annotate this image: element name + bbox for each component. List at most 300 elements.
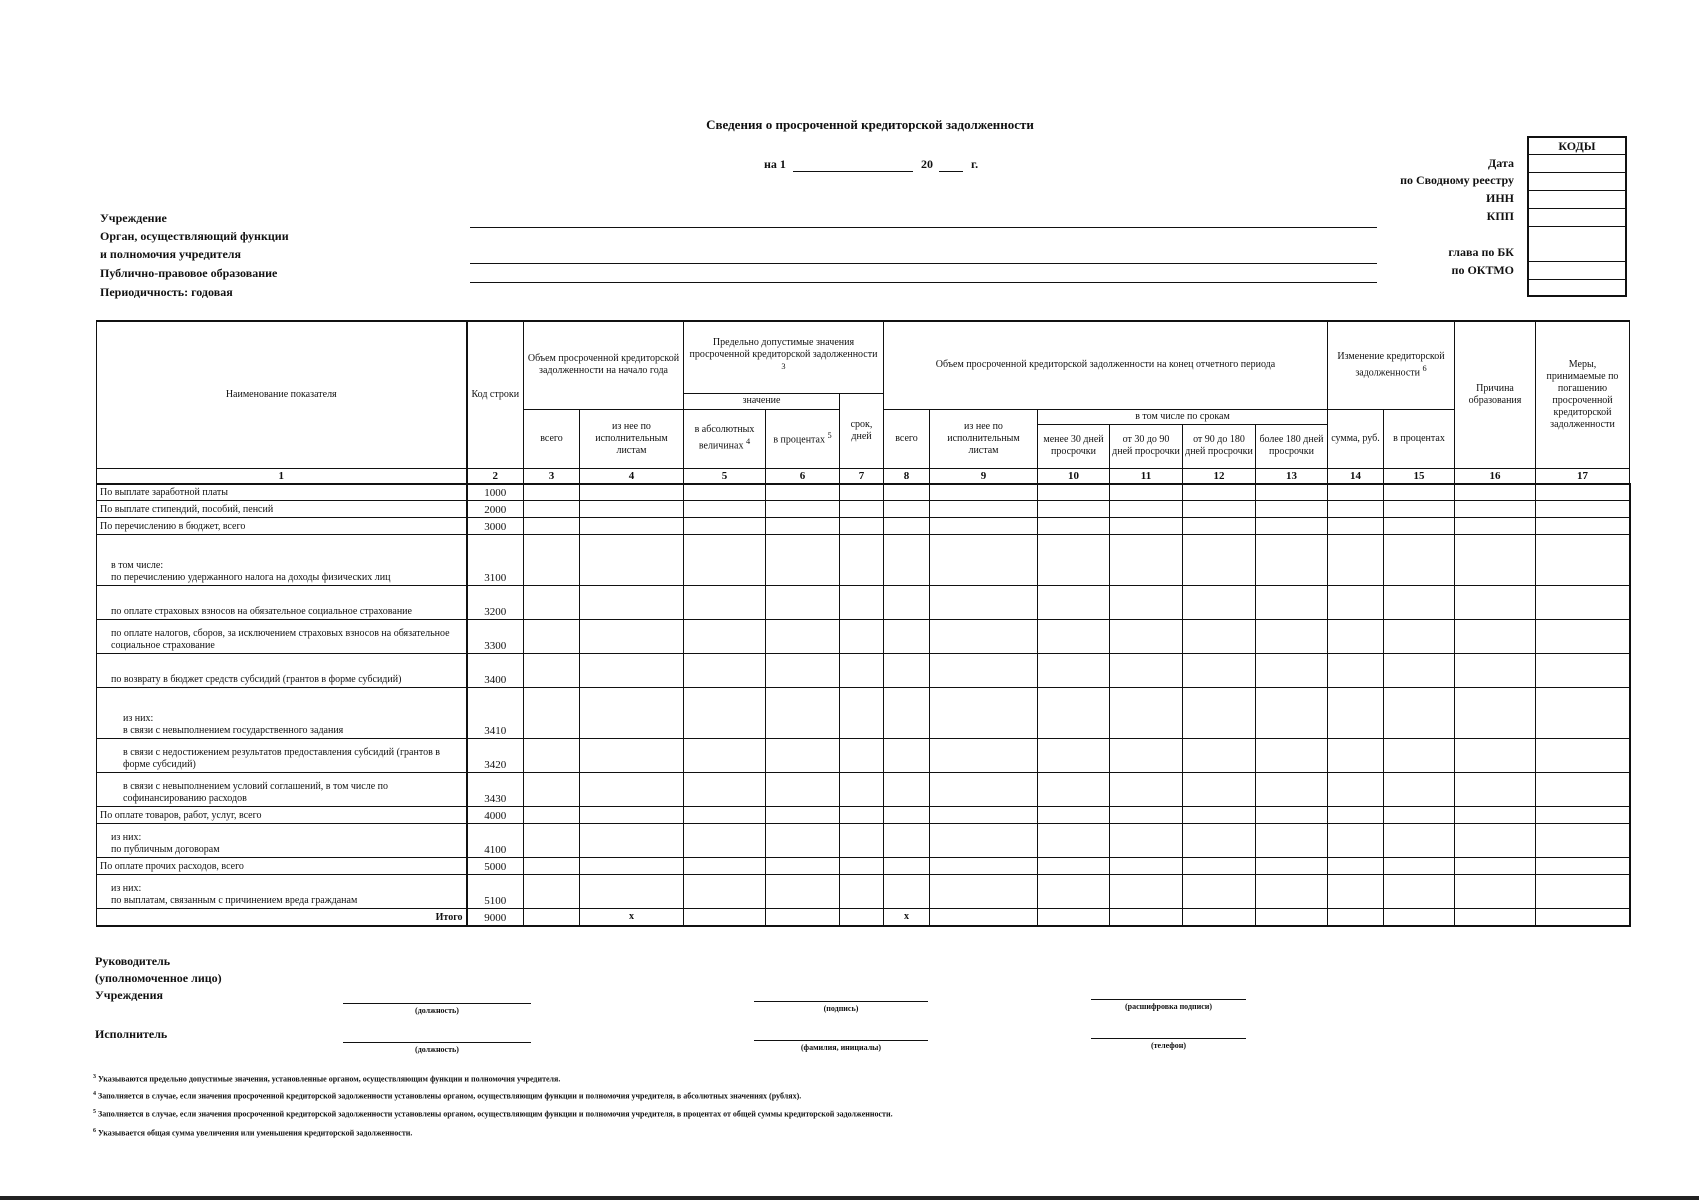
cell-col-9[interactable] (930, 535, 1038, 586)
cell-col-5[interactable] (684, 858, 766, 875)
cell-col-11[interactable] (1110, 484, 1183, 501)
th-code: Код строки (467, 321, 524, 468)
cell-col-13[interactable] (1256, 535, 1328, 586)
cell-col-3[interactable] (524, 518, 580, 535)
codes-registry-cell[interactable] (1529, 173, 1625, 191)
cell-col-4[interactable] (580, 484, 684, 501)
cell-col-17[interactable] (1536, 484, 1630, 501)
cell-col-14[interactable] (1328, 654, 1384, 688)
cell-col-10[interactable] (1038, 535, 1110, 586)
cell-col-4[interactable] (580, 518, 684, 535)
cell-col-10[interactable] (1038, 858, 1110, 875)
row-name: из них: в связи с невыполнением государственного задания (97, 688, 467, 739)
th-abs (684, 409, 766, 468)
cell-col-7[interactable] (840, 739, 884, 773)
col-num: 17 (1536, 468, 1630, 484)
cell-col-4[interactable] (580, 501, 684, 518)
cell-col-13[interactable] (1256, 858, 1328, 875)
cell-col-16[interactable] (1455, 807, 1536, 824)
cell-col-7[interactable] (840, 620, 884, 654)
cell-col-8[interactable] (884, 739, 930, 773)
cell-col-13[interactable] (1256, 739, 1328, 773)
cell-col-11[interactable] (1110, 620, 1183, 654)
cell-col-13[interactable] (1256, 773, 1328, 807)
field-institution-label: Учреждение (100, 211, 167, 225)
cell-col-5[interactable] (684, 535, 766, 586)
cell-col-9[interactable] (930, 875, 1038, 909)
cell-col-11[interactable] (1110, 586, 1183, 620)
cell-col-4[interactable] (580, 654, 684, 688)
cell-col-14[interactable] (1328, 501, 1384, 518)
row-code: 2000 (467, 501, 524, 518)
year-suffix: г. (971, 157, 979, 171)
cell-col-17[interactable] (1536, 620, 1630, 654)
cell-col-9[interactable] (930, 858, 1038, 875)
cell-col-8[interactable] (884, 807, 930, 824)
cell-col-16[interactable] (1455, 501, 1536, 518)
cell-col-10[interactable] (1038, 501, 1110, 518)
cell-col-11[interactable] (1110, 807, 1183, 824)
cell-col-8: x (884, 909, 930, 926)
cell-col-5[interactable] (684, 807, 766, 824)
cell-col-16[interactable] (1455, 773, 1536, 807)
cell-col-9[interactable] (930, 518, 1038, 535)
cell-col-13[interactable] (1256, 620, 1328, 654)
cell-col-4[interactable] (580, 739, 684, 773)
executor-name-caption: (фамилия, инициалы) (800, 1043, 882, 1052)
cell-col-13[interactable] (1256, 586, 1328, 620)
cell-col-7[interactable] (840, 688, 884, 739)
th-pct (766, 409, 840, 468)
cell-col-5[interactable] (684, 518, 766, 535)
cell-col-4: x (580, 909, 684, 926)
cell-col-10[interactable] (1038, 654, 1110, 688)
field-periodicity-label: Периодичность: годовая (100, 285, 233, 299)
codes-box (1527, 136, 1627, 297)
cell-col-13[interactable] (1256, 875, 1328, 909)
cell-col-13[interactable] (1256, 807, 1328, 824)
cell-col-7[interactable] (840, 586, 884, 620)
cell-col-12[interactable] (1183, 773, 1256, 807)
cell-col-7[interactable] (840, 858, 884, 875)
cell-col-7[interactable] (840, 654, 884, 688)
codes-extra-cell[interactable] (1529, 280, 1625, 295)
cell-col-10[interactable] (1038, 773, 1110, 807)
cell-col-3[interactable] (524, 773, 580, 807)
head-decoding-line[interactable] (1091, 999, 1246, 1000)
codes-bk-cell[interactable] (1529, 227, 1625, 262)
cell-col-15[interactable] (1384, 484, 1455, 501)
cell-col-6[interactable] (766, 620, 840, 654)
cell-col-3[interactable] (524, 501, 580, 518)
cell-col-11[interactable] (1110, 501, 1183, 518)
cell-col-15[interactable] (1384, 688, 1455, 739)
cell-col-7[interactable] (840, 501, 884, 518)
cell-col-14[interactable] (1328, 773, 1384, 807)
head-signature-line[interactable] (754, 1001, 928, 1002)
cell-col-4[interactable] (580, 875, 684, 909)
cell-col-6[interactable] (766, 807, 840, 824)
cell-col-16[interactable] (1455, 875, 1536, 909)
th-term-days: срок, дней (840, 393, 884, 468)
executor-name-line[interactable] (754, 1040, 928, 1041)
cell-col-16[interactable] (1455, 518, 1536, 535)
cell-col-11[interactable] (1110, 909, 1183, 926)
cell-col-5[interactable] (684, 484, 766, 501)
cell-col-4[interactable] (580, 824, 684, 858)
cell-col-6[interactable] (766, 654, 840, 688)
scan-edge (0, 1196, 1699, 1200)
cell-col-7[interactable] (840, 909, 884, 926)
cell-col-3[interactable] (524, 484, 580, 501)
cell-col-10[interactable] (1038, 518, 1110, 535)
cell-col-4[interactable] (580, 535, 684, 586)
cell-col-6[interactable] (766, 909, 840, 926)
th-change (1328, 321, 1455, 409)
cell-col-3[interactable] (524, 824, 580, 858)
cell-col-14[interactable] (1328, 875, 1384, 909)
cell-col-14[interactable] (1328, 620, 1384, 654)
cell-col-8[interactable] (884, 518, 930, 535)
cell-col-6[interactable] (766, 586, 840, 620)
cell-col-4[interactable] (580, 858, 684, 875)
cell-col-9[interactable] (930, 824, 1038, 858)
row-name: По оплате товаров, работ, услуг, всего (97, 807, 467, 824)
cell-col-3[interactable] (524, 654, 580, 688)
executor-phone-caption: (телефон) (1150, 1041, 1187, 1050)
cell-col-14[interactable] (1328, 739, 1384, 773)
cell-col-13[interactable] (1256, 484, 1328, 501)
cell-col-9[interactable] (930, 484, 1038, 501)
cell-col-14[interactable] (1328, 807, 1384, 824)
cell-col-15[interactable] (1384, 875, 1455, 909)
cell-col-8[interactable] (884, 654, 930, 688)
cell-col-4[interactable] (580, 688, 684, 739)
date-day-month-field[interactable] (793, 157, 913, 172)
cell-col-3[interactable] (524, 875, 580, 909)
cell-col-11[interactable] (1110, 875, 1183, 909)
footnote-5 (93, 1109, 893, 1119)
cell-col-15[interactable] (1384, 654, 1455, 688)
cell-col-12[interactable] (1183, 586, 1256, 620)
executor-phone-line[interactable] (1091, 1038, 1246, 1039)
cell-col-9[interactable] (930, 773, 1038, 807)
cell-col-13[interactable] (1256, 518, 1328, 535)
table-row (97, 518, 1630, 535)
th-pct-sup: 5 (827, 431, 832, 441)
field-founder-line[interactable] (470, 263, 1377, 264)
row-name: из них: по публичным договорам (97, 824, 467, 858)
cell-col-11[interactable] (1110, 824, 1183, 858)
cell-col-8[interactable] (884, 484, 930, 501)
cell-col-17[interactable] (1536, 739, 1630, 773)
row-code: 5000 (467, 858, 524, 875)
cell-col-9[interactable] (930, 807, 1038, 824)
cell-col-12[interactable] (1183, 739, 1256, 773)
cell-col-13[interactable] (1256, 909, 1328, 926)
cell-col-3[interactable] (524, 807, 580, 824)
row-name: По перечислению в бюджет, всего (97, 518, 467, 535)
cell-col-11[interactable] (1110, 773, 1183, 807)
cell-col-5[interactable] (684, 875, 766, 909)
cell-col-5[interactable] (684, 688, 766, 739)
cell-col-5[interactable] (684, 654, 766, 688)
cell-col-3[interactable] (524, 739, 580, 773)
cell-col-14[interactable] (1328, 688, 1384, 739)
cell-col-6[interactable] (766, 501, 840, 518)
cell-col-12[interactable] (1183, 909, 1256, 926)
cell-col-14[interactable] (1328, 824, 1384, 858)
table-row (97, 858, 1630, 875)
cell-col-4[interactable] (580, 620, 684, 654)
col-num: 4 (580, 468, 684, 484)
cell-col-14[interactable] (1328, 586, 1384, 620)
cell-col-17[interactable] (1536, 773, 1630, 807)
codes-label-kpp: КПП (1486, 209, 1514, 223)
cell-col-11[interactable] (1110, 518, 1183, 535)
cell-col-6[interactable] (766, 535, 840, 586)
cell-col-11[interactable] (1110, 535, 1183, 586)
cell-col-5[interactable] (684, 909, 766, 926)
cell-col-6[interactable] (766, 773, 840, 807)
table-row (97, 586, 1630, 620)
cell-col-15[interactable] (1384, 586, 1455, 620)
cell-col-6[interactable] (766, 484, 840, 501)
cell-col-17[interactable] (1536, 807, 1630, 824)
th-start-writs: из нее по исполнительным листам (580, 409, 684, 468)
cell-col-9[interactable] (930, 688, 1038, 739)
cell-col-10[interactable] (1038, 688, 1110, 739)
cell-col-11[interactable] (1110, 688, 1183, 739)
cell-col-13[interactable] (1256, 501, 1328, 518)
cell-col-10[interactable] (1038, 620, 1110, 654)
cell-col-17[interactable] (1536, 535, 1630, 586)
cell-col-17[interactable] (1536, 654, 1630, 688)
cell-col-9[interactable] (930, 501, 1038, 518)
cell-col-12[interactable] (1183, 824, 1256, 858)
cell-col-6[interactable] (766, 739, 840, 773)
cell-col-17[interactable] (1536, 824, 1630, 858)
cell-col-15[interactable] (1384, 773, 1455, 807)
cell-col-8[interactable] (884, 773, 930, 807)
cell-col-11[interactable] (1110, 739, 1183, 773)
cell-col-7[interactable] (840, 824, 884, 858)
cell-col-9[interactable] (930, 909, 1038, 926)
th-terms: в том числе по срокам (1038, 410, 1327, 425)
cell-col-7[interactable] (840, 773, 884, 807)
cell-col-15[interactable] (1384, 501, 1455, 518)
cell-col-6[interactable] (766, 875, 840, 909)
cell-col-14[interactable] (1328, 518, 1384, 535)
year-prefix: 20 (921, 157, 933, 171)
cell-col-10[interactable] (1038, 586, 1110, 620)
col-num: 13 (1256, 468, 1328, 484)
cell-col-8[interactable] (884, 824, 930, 858)
cell-col-10[interactable] (1038, 739, 1110, 773)
cell-col-16[interactable] (1455, 535, 1536, 586)
row-code: 4000 (467, 807, 524, 824)
cell-col-15[interactable] (1384, 620, 1455, 654)
th-name: Наименование показателя (97, 321, 467, 468)
cell-col-3[interactable] (524, 586, 580, 620)
cell-col-13[interactable] (1256, 688, 1328, 739)
cell-col-3[interactable] (524, 620, 580, 654)
cell-col-17[interactable] (1536, 875, 1630, 909)
cell-col-7[interactable] (840, 875, 884, 909)
cell-col-8[interactable] (884, 501, 930, 518)
cell-col-12[interactable] (1183, 654, 1256, 688)
cell-col-5[interactable] (684, 773, 766, 807)
codes-label-inn: ИНН (1485, 191, 1514, 205)
column-numbers-row (97, 468, 1630, 484)
cell-col-17[interactable] (1536, 518, 1630, 535)
cell-col-12[interactable] (1183, 501, 1256, 518)
cell-col-17[interactable] (1536, 688, 1630, 739)
cell-col-7[interactable] (840, 807, 884, 824)
row-code: 3000 (467, 518, 524, 535)
cell-col-14[interactable] (1328, 858, 1384, 875)
table-row (97, 688, 1630, 739)
cell-col-8[interactable] (884, 535, 930, 586)
cell-col-16[interactable] (1455, 858, 1536, 875)
cell-col-12[interactable] (1183, 858, 1256, 875)
cell-col-15[interactable] (1384, 518, 1455, 535)
cell-col-15[interactable] (1384, 739, 1455, 773)
cell-col-6[interactable] (766, 858, 840, 875)
cell-col-3[interactable] (524, 535, 580, 586)
cell-col-5[interactable] (684, 824, 766, 858)
cell-col-7[interactable] (840, 518, 884, 535)
codes-kpp-cell[interactable] (1529, 209, 1625, 227)
cell-col-17[interactable] (1536, 858, 1630, 875)
cell-col-16[interactable] (1455, 484, 1536, 501)
executor-position-line[interactable] (343, 1042, 531, 1043)
cell-col-5[interactable] (684, 739, 766, 773)
cell-col-11[interactable] (1110, 858, 1183, 875)
cell-col-8[interactable] (884, 875, 930, 909)
cell-col-12[interactable] (1183, 875, 1256, 909)
cell-col-10[interactable] (1038, 909, 1110, 926)
field-public-entity-line[interactable] (470, 282, 1377, 283)
row-code: 3200 (467, 586, 524, 620)
row-code: 3300 (467, 620, 524, 654)
th-pct-text: в процентах (773, 434, 825, 446)
cell-col-17[interactable] (1536, 909, 1630, 926)
cell-col-13[interactable] (1256, 654, 1328, 688)
cell-col-5[interactable] (684, 620, 766, 654)
cell-col-3[interactable] (524, 909, 580, 926)
cell-col-14[interactable] (1328, 909, 1384, 926)
field-institution-line[interactable] (470, 227, 1377, 228)
cell-col-14[interactable] (1328, 535, 1384, 586)
cell-col-16[interactable] (1455, 824, 1536, 858)
table-body (97, 484, 1630, 926)
col-num: 10 (1038, 468, 1110, 484)
table-row (97, 739, 1630, 773)
codes-inn-cell[interactable] (1529, 191, 1625, 209)
cell-col-5[interactable] (684, 501, 766, 518)
row-name: По выплате заработной платы (97, 484, 467, 501)
cell-col-8[interactable] (884, 858, 930, 875)
th-abs-sup: 4 (745, 437, 751, 447)
cell-col-11[interactable] (1110, 654, 1183, 688)
cell-col-15[interactable] (1384, 858, 1455, 875)
cell-col-12[interactable] (1183, 807, 1256, 824)
table-row (97, 484, 1630, 501)
codes-date-cell[interactable] (1529, 155, 1625, 173)
row-name: в том числе: по перечислению удержанного налога на доходы физических лиц (97, 535, 467, 586)
cell-col-16[interactable] (1455, 739, 1536, 773)
cell-col-10[interactable] (1038, 807, 1110, 824)
cell-col-16[interactable] (1455, 620, 1536, 654)
field-founder-label-2: и полномочия учредителя (100, 247, 242, 261)
cell-col-7[interactable] (840, 535, 884, 586)
cell-col-12[interactable] (1183, 535, 1256, 586)
cell-col-4[interactable] (580, 586, 684, 620)
cell-col-6[interactable] (766, 824, 840, 858)
cell-col-15[interactable] (1384, 807, 1455, 824)
th-value: значение (684, 393, 840, 409)
cell-col-17[interactable] (1536, 586, 1630, 620)
cell-col-10[interactable] (1038, 484, 1110, 501)
cell-col-12[interactable] (1183, 518, 1256, 535)
cell-col-6[interactable] (766, 688, 840, 739)
cell-col-12[interactable] (1183, 620, 1256, 654)
cell-col-8[interactable] (884, 688, 930, 739)
cell-col-16[interactable] (1455, 586, 1536, 620)
cell-col-7[interactable] (840, 484, 884, 501)
cell-col-15[interactable] (1384, 909, 1455, 926)
cell-col-13[interactable] (1256, 824, 1328, 858)
head-position-line[interactable] (343, 1003, 531, 1004)
cell-col-14[interactable] (1328, 484, 1384, 501)
table-row (97, 807, 1630, 824)
cell-col-15[interactable] (1384, 824, 1455, 858)
cell-col-9[interactable] (930, 654, 1038, 688)
cell-col-16[interactable] (1455, 654, 1536, 688)
head-decoding-caption: (расшифровка подписи) (1124, 1002, 1213, 1011)
cell-col-9[interactable] (930, 586, 1038, 620)
cell-col-6[interactable] (766, 518, 840, 535)
cell-col-10[interactable] (1038, 824, 1110, 858)
th-terms-row (1038, 425, 1327, 468)
cell-col-12[interactable] (1183, 688, 1256, 739)
th-start-volume: Объем просроченной кредиторской задолженности на начало года (524, 321, 684, 409)
form-title: Сведения о просроченной кредиторской задолженности (706, 117, 1034, 132)
cell-col-3[interactable] (524, 858, 580, 875)
cell-col-9[interactable] (930, 739, 1038, 773)
cell-col-4[interactable] (580, 773, 684, 807)
cell-col-3[interactable] (524, 688, 580, 739)
th-term-gt180: более 180 дней просрочки (1259, 434, 1324, 457)
cell-col-8[interactable] (884, 620, 930, 654)
col-num: 5 (684, 468, 766, 484)
cell-col-8[interactable] (884, 586, 930, 620)
cell-col-16[interactable] (1455, 688, 1536, 739)
cell-col-17[interactable] (1536, 501, 1630, 518)
cell-col-4[interactable] (580, 807, 684, 824)
cell-col-9[interactable] (930, 620, 1038, 654)
cell-col-12[interactable] (1183, 484, 1256, 501)
cell-col-15[interactable] (1384, 535, 1455, 586)
cell-col-5[interactable] (684, 586, 766, 620)
th-limits-sup: 3 (781, 362, 786, 372)
year-field[interactable] (939, 157, 963, 172)
cell-col-16[interactable] (1455, 909, 1536, 926)
table-row (97, 773, 1630, 807)
codes-oktmo-cell[interactable] (1529, 262, 1625, 280)
cell-col-10[interactable] (1038, 875, 1110, 909)
